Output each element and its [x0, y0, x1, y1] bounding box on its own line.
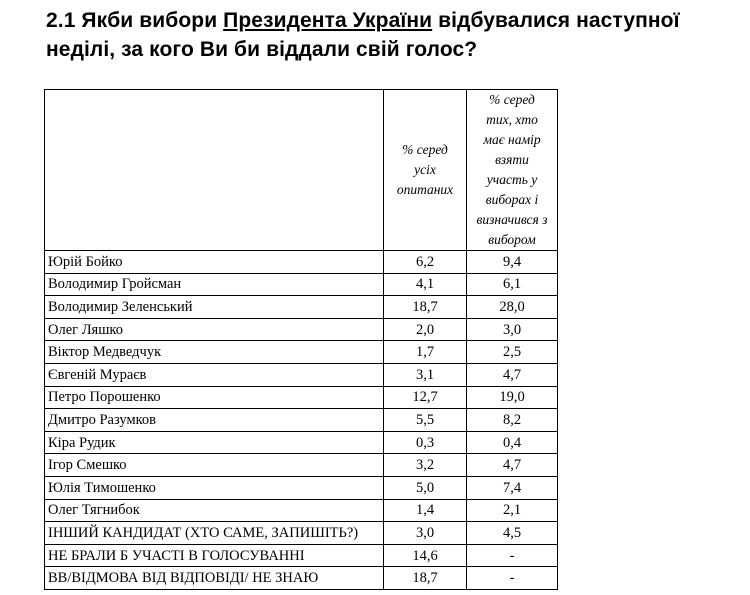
value-decided-voters: 4,5	[467, 522, 558, 545]
table-row	[45, 341, 558, 364]
header-decided-line: вибором	[488, 232, 536, 247]
header-decided-line: визначився з	[476, 212, 548, 227]
header-decided-line: тих, хто	[486, 112, 538, 127]
value-all-respondents: 18,7	[384, 296, 467, 319]
value-all-respondents: 1,7	[384, 341, 467, 364]
value-all-respondents: 3,2	[384, 454, 467, 477]
candidate-name: Кіра Рудик	[45, 431, 384, 454]
header-all-line: опитаних	[396, 182, 454, 197]
table-row	[45, 363, 558, 386]
value-decided-voters: 8,2	[467, 409, 558, 432]
value-all-respondents: 3,1	[384, 363, 467, 386]
header-all-line: усіх	[414, 162, 436, 177]
candidate-name: Юлія Тимошенко	[45, 476, 384, 499]
table-row	[45, 454, 558, 477]
candidate-name: НЕ БРАЛИ Б УЧАСТІ В ГОЛОСУВАННІ	[45, 544, 384, 567]
table-row	[45, 431, 558, 454]
title-part-2: відбувалися наступної неділі, за кого Ви би віддали свій голос?	[46, 9, 680, 61]
table-row	[45, 567, 558, 590]
candidate-name: Євгеній Мураєв	[45, 363, 384, 386]
candidate-name: Юрій Бойко	[45, 251, 384, 274]
candidate-name: Ігор Смешко	[45, 454, 384, 477]
title-part-1: 2.1 Якби вибори	[46, 9, 224, 32]
value-all-respondents: 2,0	[384, 318, 467, 341]
candidate-name: Олег Тягнибок	[45, 499, 384, 522]
value-decided-voters: 6,1	[467, 273, 558, 296]
table-row	[45, 318, 558, 341]
value-decided-voters: 4,7	[467, 363, 558, 386]
header-candidate	[45, 90, 384, 251]
header-decided-voters	[467, 90, 558, 251]
results-table	[44, 89, 558, 590]
value-decided-voters: 9,4	[467, 251, 558, 274]
candidate-name: ІНШИЙ КАНДИДАТ (ХТО САМЕ, ЗАПИШІТЬ?)	[45, 522, 384, 545]
value-all-respondents: 3,0	[384, 522, 467, 545]
value-all-respondents: 5,5	[384, 409, 467, 432]
value-all-respondents: 12,7	[384, 386, 467, 409]
value-all-respondents: 1,4	[384, 499, 467, 522]
title-underlined: Президента України	[223, 9, 433, 32]
candidate-name: ВВ/ВІДМОВА ВІД ВІДПОВІДІ/ НЕ ЗНАЮ	[45, 567, 384, 590]
question-title	[46, 6, 736, 64]
value-decided-voters: 0,4	[467, 431, 558, 454]
candidate-name: Володимир Гройсман	[45, 273, 384, 296]
table-header-row	[45, 90, 558, 251]
table-row	[45, 386, 558, 409]
header-all-line: % серед	[402, 142, 448, 157]
table-row	[45, 296, 558, 319]
value-all-respondents: 0,3	[384, 431, 467, 454]
value-decided-voters: -	[467, 544, 558, 567]
value-decided-voters: 28,0	[467, 296, 558, 319]
candidate-name: Віктор Медведчук	[45, 341, 384, 364]
value-all-respondents: 18,7	[384, 567, 467, 590]
value-all-respondents: 14,6	[384, 544, 467, 567]
header-decided-line: має намір	[483, 132, 541, 147]
table-row	[45, 251, 558, 274]
value-decided-voters: 2,1	[467, 499, 558, 522]
value-decided-voters: 19,0	[467, 386, 558, 409]
value-all-respondents: 5,0	[384, 476, 467, 499]
value-decided-voters: 4,7	[467, 454, 558, 477]
header-decided-line: виборах і	[485, 192, 539, 207]
value-decided-voters: -	[467, 567, 558, 590]
value-all-respondents: 4,1	[384, 273, 467, 296]
candidate-name: Олег Ляшко	[45, 318, 384, 341]
candidate-name: Петро Порошенко	[45, 386, 384, 409]
candidate-name: Володимир Зеленський	[45, 296, 384, 319]
value-decided-voters: 7,4	[467, 476, 558, 499]
value-decided-voters: 2,5	[467, 341, 558, 364]
header-decided-line: взяти	[495, 152, 529, 167]
candidate-name: Дмитро Разумков	[45, 409, 384, 432]
header-decided-line: участь у	[486, 172, 538, 187]
table-row	[45, 476, 558, 499]
value-decided-voters: 3,0	[467, 318, 558, 341]
value-all-respondents: 6,2	[384, 251, 467, 274]
table-row	[45, 544, 558, 567]
table-row	[45, 499, 558, 522]
table-row	[45, 273, 558, 296]
table-row	[45, 522, 558, 545]
header-all-respondents	[384, 90, 467, 251]
table-row	[45, 409, 558, 432]
header-decided-line: % серед	[489, 92, 535, 107]
